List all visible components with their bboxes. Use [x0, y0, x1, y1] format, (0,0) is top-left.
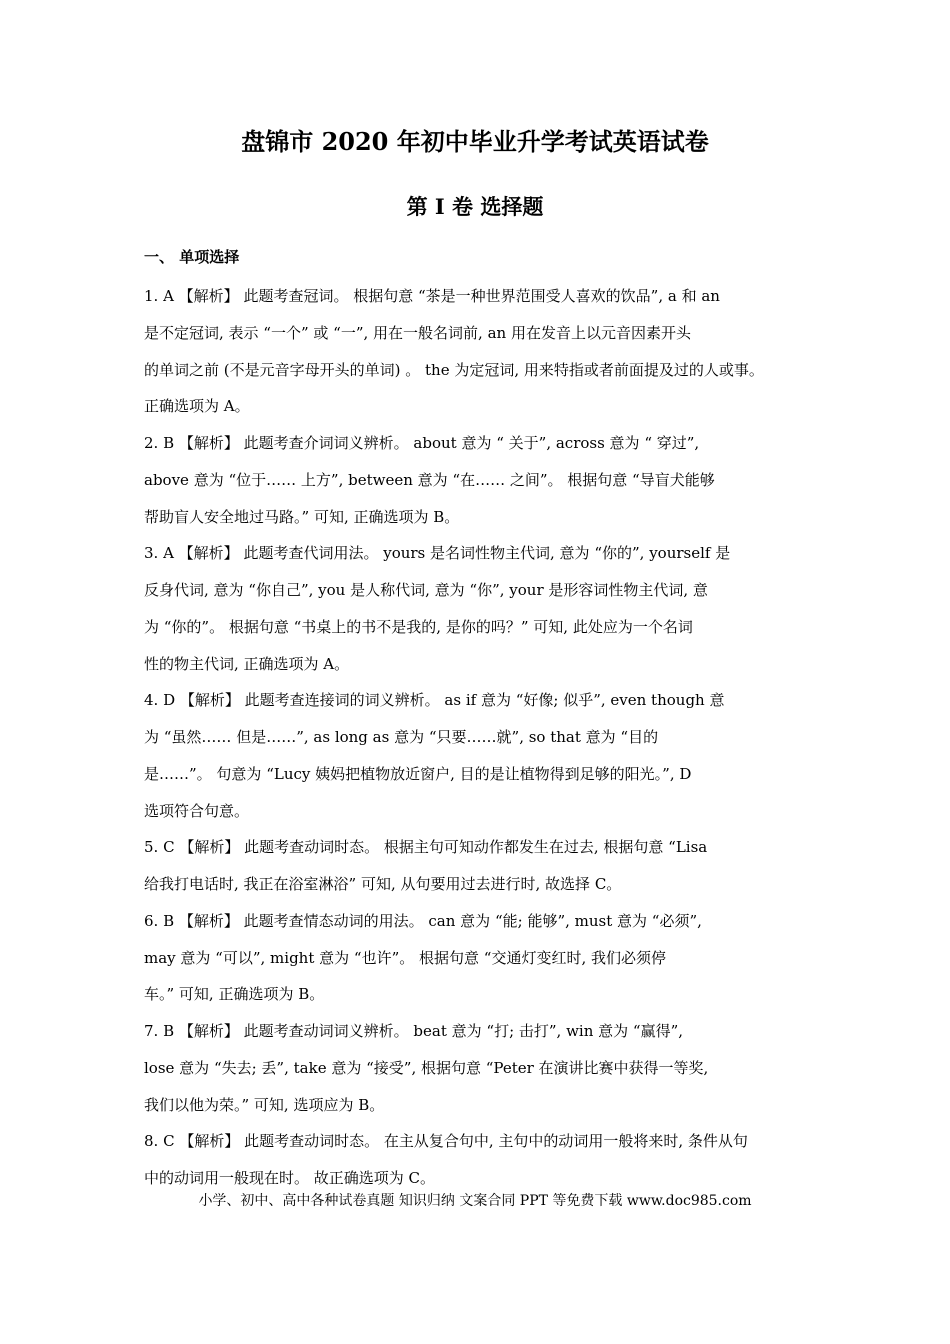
- answer-explanations: [144, 278, 808, 1197]
- body-text-line: 2. B 【解析】 此题考查介词词义辨析。 about 意为 “ 关于”, across 意为 “ 穿过”,: [144, 434, 700, 452]
- body-text-line: 给我打电话时, 我正在浴室淋浴” 可知, 从句要用过去进行时, 故选择 C。: [144, 875, 622, 893]
- body-text-line: 1. A 【解析】 此题考查冠词。 根据句意 “茶是一种世界范围受人喜欢的饮品”, a 和 an: [144, 287, 720, 305]
- page-footer: 小学、初中、高中各种试卷真题 知识归纳 文案合同 PPT 等免费下载 www.doc985.com: [198, 1193, 752, 1209]
- section-title: 第 I 卷 选择题: [406, 194, 544, 219]
- body-text-line: 反身代词, 意为 “你自己”, you 是人称代词, 意为 “你”, your 是形容词性物主代词, 意: [144, 581, 708, 599]
- body-text-line: 是不定冠词, 表示 “一个” 或 “一”, 用在一般名词前, an 用在发音上以元音因素开头: [144, 323, 691, 342]
- body-text-line: 是……”。 句意为 “Lucy 姨妈把植物放近窗户, 目的是让植物得到足够的阳光。”, D: [144, 764, 692, 783]
- body-text-line: 3. A 【解析】 此题考查代词用法。 yours 是名词性物主代词, 意为 “你的”, yourself 是: [144, 544, 731, 563]
- body-text-line: 车。” 可知, 正确选项为 B。: [144, 985, 325, 1004]
- section-heading: 一、 单项选择: [144, 248, 240, 266]
- body-text-line: 7. B 【解析】 此题考查动词词义辨析。 beat 意为 “打; 击打”, win 意为 “赢得”,: [144, 1022, 684, 1040]
- body-text-line: 我们以他为荣。” 可知, 选项应为 B。: [144, 1095, 385, 1114]
- body-text-line: 8. C 【解析】 此题考查动词时态。 在主从复合句中, 主句中的动词用一般将来时, 条件从句: [144, 1132, 748, 1151]
- body-text-line: 选项符合句意。: [144, 801, 250, 820]
- body-text-line: 为 “你的”。 根据句意 “书桌上的书不是我的, 是你的吗？” 可知, 此处应为一个名词: [144, 617, 693, 636]
- body-text-line: 帮助盲人安全地过马路。” 可知, 正确选项为 B。: [144, 507, 460, 526]
- body-text-line: 4. D 【解析】 此题考查连接词的词义辨析。 as if 意为 “好像; 似乎”, even though 意: [144, 691, 725, 710]
- body-text-line: may 意为 “可以”, might 意为 “也许”。 根据句意 “交通灯变红时, 我们必须停: [144, 948, 666, 967]
- body-text-line: 中的动词用一般现在时。 故正确选项为 C。: [144, 1169, 436, 1187]
- body-text-line: 5. C 【解析】 此题考查动词时态。 根据主句可知动作都发生在过去, 根据句意 “Lisa: [144, 838, 708, 857]
- body-text-line: 的单词之前 (不是元音字母开头的单词) 。 the 为定冠词, 用来特指或者前面提及过的人或事。: [144, 360, 764, 379]
- body-text-line: 正确选项为 A。: [144, 397, 250, 416]
- body-text-line: 6. B 【解析】 此题考查情态动词的用法。 can 意为 “能; 能够”, must 意为 “必须”,: [144, 911, 702, 930]
- body-text-line: lose 意为 “失去; 丢”, take 意为 “接受”, 根据句意 “Peter 在演讲比赛中获得一等奖,: [144, 1058, 709, 1077]
- body-text-line: 为 “虽然…… 但是……”, as long as 意为 “只要……就”, so that 意为 “目的: [144, 728, 659, 746]
- body-text-line: 性的物主代词, 正确选项为 A。: [144, 654, 350, 673]
- body-text-line: above 意为 “位于…… 上方”, between 意为 “在…… 之间”。 根据句意 “导盲犬能够: [144, 470, 715, 489]
- page-title: 盘锦市 2020 年初中毕业升学考试英语试卷: [241, 127, 709, 156]
